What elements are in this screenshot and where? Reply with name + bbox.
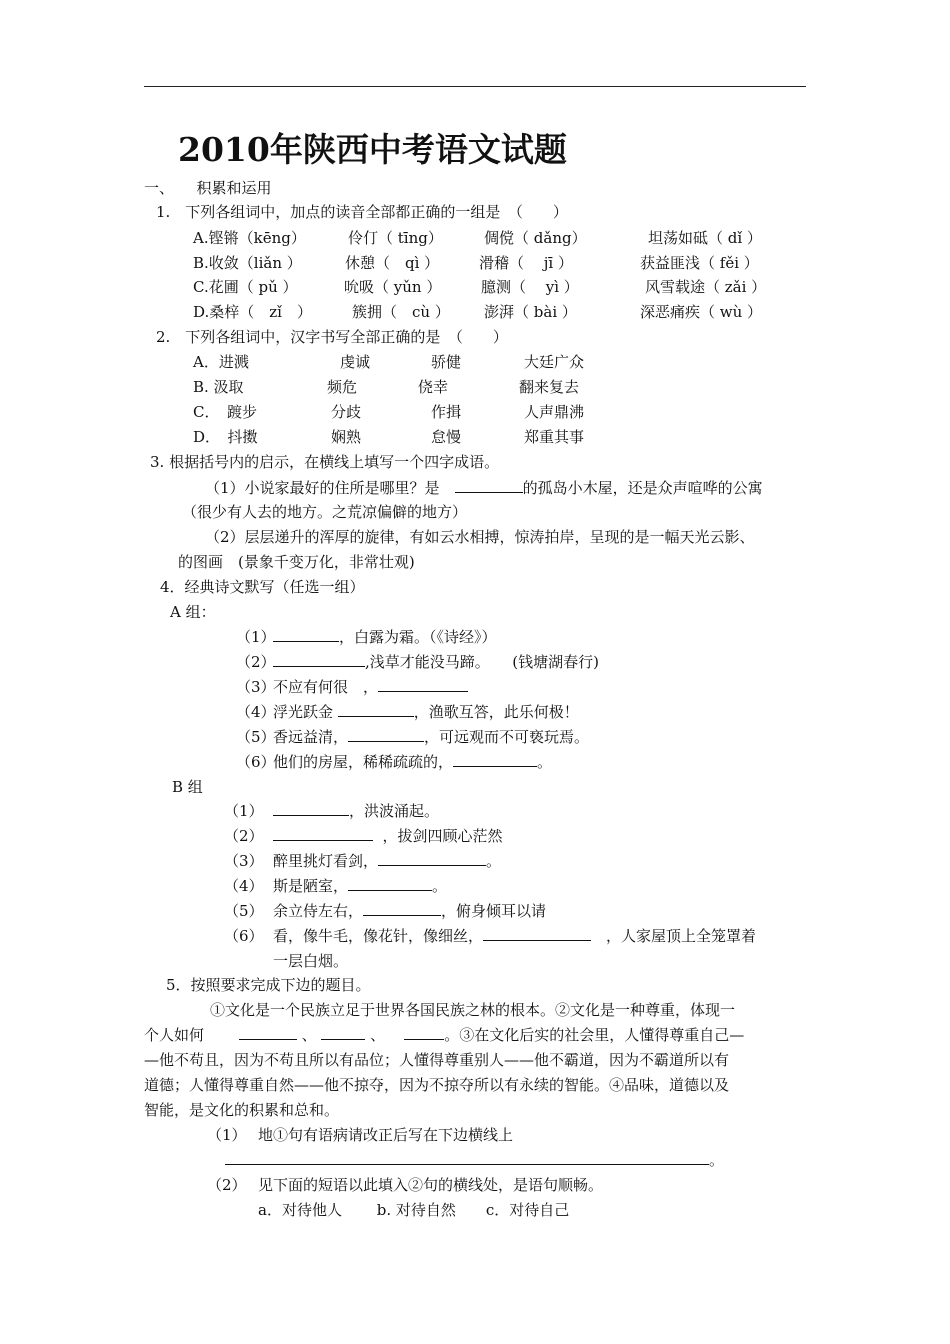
answer-blank[interactable] <box>453 752 537 767</box>
q2-option-cell: C． 踱步 <box>193 403 257 421</box>
b5-number: （5） <box>224 902 264 920</box>
a6-line: 他们的房屋，稀稀疏疏的， 。 <box>273 753 553 771</box>
question-1-stem: 1. 下列各组词中，加点的读音全部都正确的一组是 （ ） <box>156 203 568 221</box>
q1-option-cell: 获益匪浅（ fěi ） <box>640 254 759 272</box>
q1-option-cell: 簇拥（ cù ） <box>352 303 450 321</box>
q3-sentence-1: （1）小说家最好的住所是哪里？是 的孤岛小木屋，还是众声喧哗的公寓 <box>205 479 763 497</box>
q2-option-cell: 骄健 <box>431 353 462 371</box>
a4-number: （4） <box>236 703 276 721</box>
q1-option-cell: 澎湃（ bài ） <box>484 303 577 321</box>
a4-line: 浮光跃金 ，渔歌互答，此乐何极！ <box>273 703 579 721</box>
q2-option-cell: 频危 <box>327 378 358 396</box>
q5-passage-line: —他不苟且，因为不苟且所以有品位；人懂得尊重别人——他不霸道，因为不霸道所以有 <box>144 1051 730 1069</box>
question-2-stem: 2. 下列各组词中，汉字书写全部正确的是 （ ） <box>156 328 508 346</box>
b1-line: ，洪波涌起。 <box>273 801 439 821</box>
a3-line: 不应有何很 ， <box>273 677 468 697</box>
answer-blank[interactable] <box>455 478 523 493</box>
answer-blank[interactable] <box>273 627 339 642</box>
b2-line: ，拔剑四顾心茫然 <box>273 826 503 846</box>
answer-blank[interactable] <box>363 901 441 916</box>
b4-number: （4） <box>224 877 264 895</box>
answer-blank[interactable] <box>378 851 486 866</box>
q5-sub-1-number: （1） <box>207 1126 247 1144</box>
q2-option-cell: 翻来复去 <box>519 378 580 396</box>
q1-option-cell: 倜傥（ dǎng） <box>484 229 587 247</box>
q2-option-cell: 作揖 <box>431 403 462 421</box>
a5-line: 香远益清， ，可远观而不可亵玩焉。 <box>273 728 590 746</box>
q2-option-cell: 怠慢 <box>431 428 462 446</box>
answer-blank[interactable] <box>378 677 468 692</box>
q5-sub-1-text: 地①句有语病请改正后写在下边横线上 <box>258 1126 514 1144</box>
q2-option-cell: 郑重其事 <box>524 428 585 446</box>
q2-option-cell: 分歧 <box>331 403 362 421</box>
q5-sub-2-text: 见下面的短语以此填入②句的横线处，是语句顺畅。 <box>258 1176 604 1194</box>
a2-number: （2） <box>236 653 276 671</box>
q1-option-cell: 深恶痛疾（ wù ） <box>640 303 763 321</box>
q1-option-cell: 休憩（ qì ） <box>345 254 440 272</box>
q5-passage-line: 智能，是文化的积累和总和。 <box>144 1101 340 1119</box>
q1-option-cell: 伶仃（ tīng） <box>348 229 443 247</box>
q1-option-cell: 风雪载途（ zǎi ） <box>645 278 767 296</box>
q3-sentence-2-cont: 的图画 (景象千变万化，非常壮观) <box>178 553 415 571</box>
header-rule <box>144 86 806 87</box>
q2-option-cell: 虔诚 <box>340 353 371 371</box>
q2-option-cell: B. 汲取 <box>193 378 244 396</box>
q1-option-cell: 臆测（ yì ） <box>481 278 579 296</box>
q2-option-cell: 娴熟 <box>331 428 362 446</box>
page-title: 2010年陕西中考语文试题 <box>178 130 567 169</box>
answer-blank[interactable] <box>348 727 424 742</box>
answer-blank[interactable] <box>273 826 373 841</box>
a6-number: （6） <box>236 753 276 771</box>
question-3-stem: 3. 根据括号内的启示，在横线上填写一个四字成语。 <box>150 453 500 471</box>
b2-number: （2） <box>224 827 264 845</box>
answer-blank[interactable] <box>321 1025 365 1040</box>
q2-option-cell: D． 抖擞 <box>193 428 258 446</box>
b6-line-cont: 一层白烟。 <box>273 952 349 970</box>
q1-option-cell: D.桑梓（ zǐ ） <box>193 303 312 321</box>
q2-option-cell: 侥幸 <box>418 378 449 396</box>
answer-blank[interactable] <box>273 652 365 667</box>
q1-option-cell: 滑稽（ jī ） <box>479 254 573 272</box>
b6-number: （6） <box>224 927 264 945</box>
q3-hint-1: （很少有人去的地方。之荒凉偏僻的地方） <box>182 503 468 521</box>
a5-number: （5） <box>236 728 276 746</box>
question-4-stem: 4．经典诗文默写（任选一组） <box>160 578 365 596</box>
q5-phrase-options: a．对待他人 b. 对待自然 c．对待自己 <box>258 1201 570 1219</box>
q2-option-cell: A．进溅 <box>193 353 249 371</box>
q1-option-cell: 吮吸（ yǔn ） <box>344 278 442 296</box>
group-b-label: B 组 <box>172 778 203 796</box>
b4-line: 斯是陋室， 。 <box>273 877 448 895</box>
b5-line: 余立侍左右， ，俯身倾耳以请 <box>273 902 547 920</box>
a2-line: ,浅草才能没马蹄。 (钱塘湖春行) <box>273 652 599 672</box>
q2-option-cell: 人声鼎沸 <box>524 403 585 421</box>
q1-option-cell: C.花圃（ pǔ ） <box>193 278 298 296</box>
q5-passage-line: 道德；人懂得尊重自然——他不掠夺，因为不掠夺所以有永续的智能。④品味，道德以及 <box>144 1076 730 1094</box>
b6-line: 看，像牛毛，像花针，像细丝， ，人家屋顶上全笼罩着 <box>273 927 757 945</box>
answer-blank[interactable] <box>338 702 414 717</box>
q5-passage-line: 个人如何 、 、 。③在文化后实的社会里，人懂得尊重自己— <box>144 1026 745 1044</box>
a1-line: ，白露为霜。（《诗经》） <box>273 627 497 647</box>
q5-sub-2-number: （2） <box>207 1176 247 1194</box>
q5-sub-1-answer: 。 <box>225 1150 724 1170</box>
q1-option-cell: B.收敛（liǎn ） <box>193 254 302 272</box>
b3-number: （3） <box>224 852 264 870</box>
q1-option-cell: A.铿锵（kēng） <box>193 229 306 247</box>
answer-blank[interactable] <box>239 1025 297 1040</box>
answer-blank[interactable] <box>404 1025 444 1040</box>
q3-sentence-2: （2）层层递升的浑厚的旋律，有如云水相搏，惊涛拍岸，呈现的是一幅天光云影、 <box>205 528 755 546</box>
q1-option-cell: 坦荡如砥（ dǐ ） <box>648 229 762 247</box>
section-heading: 一、 积累和运用 <box>144 179 272 197</box>
answer-line[interactable] <box>225 1150 709 1165</box>
q2-option-cell: 大廷广众 <box>524 353 585 371</box>
b1-number: （1） <box>224 802 264 820</box>
a1-number: （1） <box>236 628 276 646</box>
answer-blank[interactable] <box>483 926 591 941</box>
answer-blank[interactable] <box>348 876 432 891</box>
question-5-stem: 5．按照要求完成下边的题目。 <box>166 976 371 994</box>
a3-number: （3） <box>236 678 276 696</box>
answer-blank[interactable] <box>273 801 349 816</box>
group-a-label: A 组： <box>170 603 216 621</box>
q5-passage-line: ①文化是一个民族立足于世界各国民族之林的根本。②文化是一种尊重，体现一 <box>210 1001 736 1019</box>
b3-line: 醉里挑灯看剑， 。 <box>273 852 502 870</box>
